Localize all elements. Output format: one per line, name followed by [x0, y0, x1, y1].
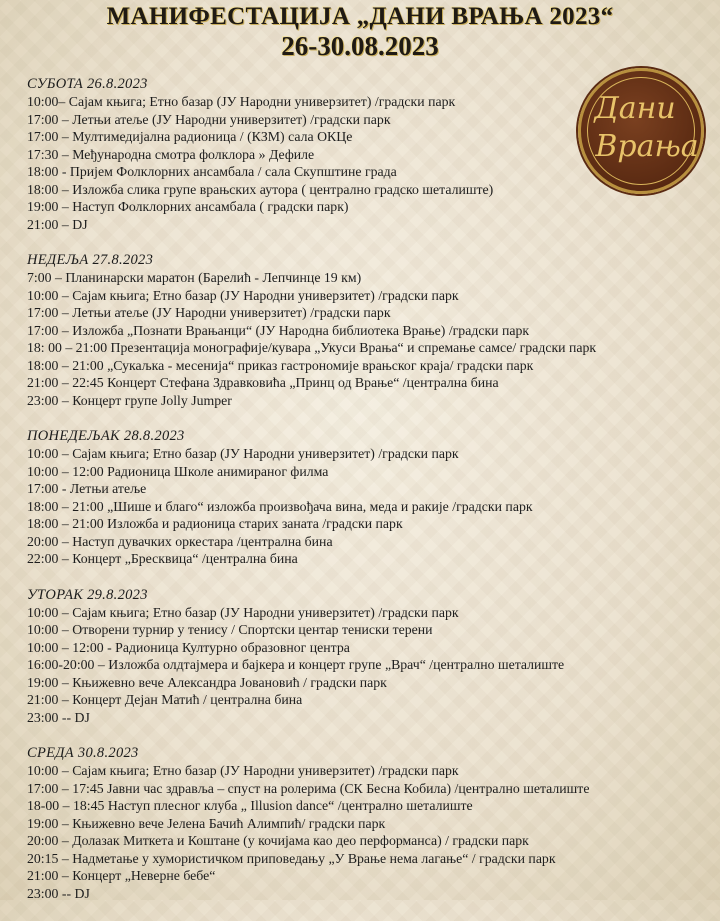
event-item: 10:00 – 12:00 - Радионица Културно образовног центра: [27, 639, 350, 655]
event-item: 21:00 – Концерт Дејан Матић / централна бина: [27, 692, 303, 707]
event-item: 16:00-20:00 – Изложба олдтајмера и бајкера и концерт групе „Врач“ /централно шеталиште: [27, 657, 565, 672]
event-item: 7:00 – Планинарски маратон (Барелић - Лепчинце 19 км): [27, 270, 362, 285]
day-section-sunday: [27, 252, 717, 409]
day-section-monday: [27, 428, 717, 568]
event-item: 17:30 – Међународна смотра фолклора » Дефиле: [27, 146, 315, 162]
header: [0, 2, 720, 61]
event-item: 21:00 – 22:45 Концерт Стефана Здравковића „Принц од Врање“ /централна бина: [27, 375, 499, 390]
day-title: СУБОТА 26.8.2023: [27, 76, 148, 92]
event-item: 17:00 – Летњи атеље (ЈУ Народни универзитет) /градски парк: [27, 111, 391, 127]
event-item: 18:00 – 21:00 „Сукаљка - месенија“ приказ гастрономије врањског краја/ градски парк: [27, 357, 534, 373]
event-item: 20:00 – Долазак Миткета и Коштане (у кочијама као део перформанса) / градски парк: [27, 833, 529, 848]
event-item: 10:00 – Сајам књига; Етно базар (ЈУ Народни универзитет) /градски парк: [27, 604, 459, 620]
event-item: 17:00 – Мултимедијална радионица / (КЗМ) сала ОКЦе: [27, 129, 353, 144]
day-title: ПОНЕДЕЉАК 28.8.2023: [27, 428, 185, 444]
event-item: 20:00 – Наступ дувачких оркестара /централна бина: [27, 533, 333, 549]
event-item: 17:00 – Летњи атеље (ЈУ Народни универзитет) /градски парк: [27, 305, 391, 320]
event-item: 18: 00 – 21:00 Презентација монографије/кувара „Укуси Врања“ и спремање самсе/ градски парк: [27, 340, 597, 355]
event-item: 17:00 – 17:45 Јавни час здравља – спуст на ролерима (СК Бесна Кобила) /централно шеталиште: [27, 780, 590, 796]
day-title: НЕДЕЉА 27.8.2023: [27, 252, 154, 268]
event-item: 10:00 – Сајам књига; Етно базар (ЈУ Народни универзитет) /градски парк: [27, 763, 459, 778]
event-item: 23:00 -- DJ: [27, 885, 90, 901]
event-item: 21:00 – Концерт „Неверне бебе“: [27, 868, 216, 883]
program-schedule: [27, 76, 717, 921]
event-item: 10:00 – Отворени турнир у тенису / Спортски центар тениски терени: [27, 622, 433, 637]
event-item: 17:00 - Летњи атеље: [27, 481, 147, 496]
day-section-tuesday: [27, 587, 717, 727]
event-item: 10:00 – Сајам књига; Етно базар (ЈУ Народни универзитет) /градски парк: [27, 287, 459, 303]
logo-text-line2: Врања: [595, 129, 699, 164]
event-item: 18:00 – 21:00 Изложба и радионица старих заната /градски парк: [27, 516, 403, 531]
page-title: МАНИФЕСТАЦИЈА „ДАНИ ВРАЊА 2023“: [106, 3, 614, 30]
event-item: 18:00 – 21:00 „Шише и благо“ изложба произвођача вина, меда и ракије /градски парк: [27, 498, 533, 514]
day-title: УТОРАК 29.8.2023: [27, 586, 148, 603]
day-section-wednesday: [27, 745, 717, 902]
day-section-saturday: [27, 76, 717, 233]
festival-dates: 26-30.08.2023: [281, 31, 439, 61]
event-item: 18-00 – 18:45 Наступ плесног клуба „ Illusion dance“ /централно шеталиште: [27, 798, 473, 813]
event-item: 19:00 – Књижевно вече Александра Јовановић / градски парк: [27, 674, 387, 690]
event-item: 18:00 – Изложба слика групе врањских аутора ( централно градско шеталиште): [27, 181, 494, 197]
event-item: 10:00 – Сајам књига; Етно базар (ЈУ Народни универзитет) /градски парк: [27, 446, 459, 461]
event-item: 19:00 – Наступ Фолклорних ансамбала ( градски парк): [27, 199, 349, 214]
event-item: 18:00 - Пријем Фолклорних ансамбала / сала Скупштине града: [27, 164, 397, 179]
event-item: 10:00 – 12:00 Радионица Школе анимираног филма: [27, 463, 329, 479]
event-item: 23:00 – Концерт групе Jolly Jumper: [27, 392, 232, 408]
event-item: 20:15 – Надметање у хумористичком приповедању „У Врање нема лагање“ / градски парк: [27, 850, 556, 866]
event-item: 21:00 – DJ: [27, 216, 88, 232]
event-item: 19:00 – Књижевно вече Јелена Бачић Алимпић/ градски парк: [27, 815, 386, 831]
event-item: 23:00 -- DJ: [27, 709, 90, 725]
logo-text-line1: Дани: [594, 91, 676, 126]
event-item: 17:00 – Изложба „Познати Врањанци“ (ЈУ Народна библиотека Врање) /градски парк: [27, 322, 530, 338]
day-title: СРЕДА 30.8.2023: [27, 745, 139, 761]
event-item: 22:00 – Концерт „Бресквица“ /централна бина: [27, 551, 298, 566]
event-item: 10:00– Сајам књига; Етно базар (ЈУ Народни универзитет) /градски парк: [27, 94, 456, 109]
